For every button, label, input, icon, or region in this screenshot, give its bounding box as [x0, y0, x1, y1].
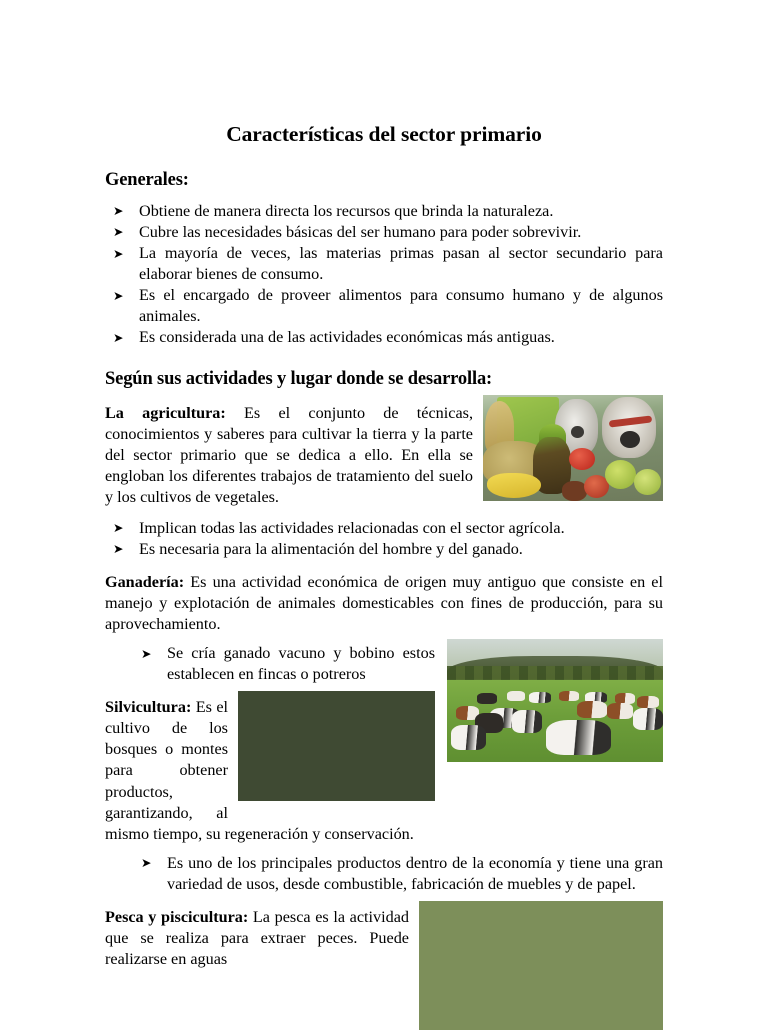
document-content	[105, 0, 663, 1030]
list-item: ➤ Obtiene de manera directa los recursos que brinda la naturaleza.	[105, 201, 663, 222]
lead-pesca: Pesca y piscicultura:	[105, 907, 249, 926]
list-item: ➤ La mayoría de veces, las materias primas pasan al sector secundario para elaborar bienes de consumo.	[105, 243, 663, 285]
ganaderia-bullet-list	[105, 635, 663, 685]
subsection-pesca	[105, 895, 663, 970]
list-item: ➤ Es necesaria para la alimentación del hombre y del ganado.	[105, 539, 663, 560]
list-item: ➤ Se cría ganado vacuno y bobino estos establecen en fincas o potreros	[133, 643, 663, 685]
lead-silvicultura: Silvicultura:	[105, 698, 192, 717]
list-item: ➤ Cubre las necesidades básicas del ser humano para poder sobrevivir.	[105, 222, 663, 243]
body-agricultura: Es el conjunto de técnicas, conocimientos y saberes para cultivar la tierra y la parte del sector primario que se dedica a ello. En ella se engloban los diferentes trabajos de tratamiento del suelo y los cultivos de vegetales.	[105, 403, 473, 506]
heading-generales: Generales:	[105, 169, 189, 190]
agricultura-bullet-list	[105, 508, 663, 560]
lead-agricultura: La agricultura:	[105, 403, 226, 422]
list-item: ➤ Es el encargado de proveer alimentos para consumo humano y de algunos animales.	[105, 285, 663, 327]
subsection-ganaderia	[105, 560, 663, 685]
heading-segun-actividades: Según sus actividades y lugar donde se desarrolla:	[105, 369, 493, 390]
logging-worker-with-cut-logs-photo	[238, 691, 435, 801]
subsection-agricultura	[105, 391, 663, 560]
list-item: ➤ Implican todas las actividades relacionadas con el sector agrícola.	[105, 518, 663, 539]
body-ganaderia: Es una actividad económica de origen muy antiguo que consiste en el manejo y explotación de animales domesticables con fines de producción, para su aprovechamiento.	[105, 572, 663, 634]
list-item: ➤ Es considerada una de las actividades económicas más antiguas.	[105, 327, 663, 348]
fisherman-with-net-in-pond-photo	[419, 901, 663, 1030]
agriculture-produce-and-livestock-photo	[483, 395, 663, 501]
body-pesca: La pesca es la actividad que se realiza para extraer peces. Puede realizarse en aguas	[105, 907, 409, 968]
paragraph-ganaderia-first-line	[105, 560, 663, 635]
page-title: Características del sector primario	[226, 122, 542, 146]
silvicultura-bullet-list	[105, 845, 663, 895]
generales-bullet-list	[105, 191, 663, 348]
body-silvicultura: Es el cultivo de los bosques o montes para obtener productos, garantizando, al mismo tiempo, su regeneración y conservación.	[105, 698, 414, 843]
list-item: ➤ Es uno de los principales productos dentro de la economía y tiene una gran variedad de usos, desde combustible, fabricación de muebles y de papel.	[133, 853, 663, 895]
lead-ganaderia: Ganadería:	[105, 572, 185, 591]
